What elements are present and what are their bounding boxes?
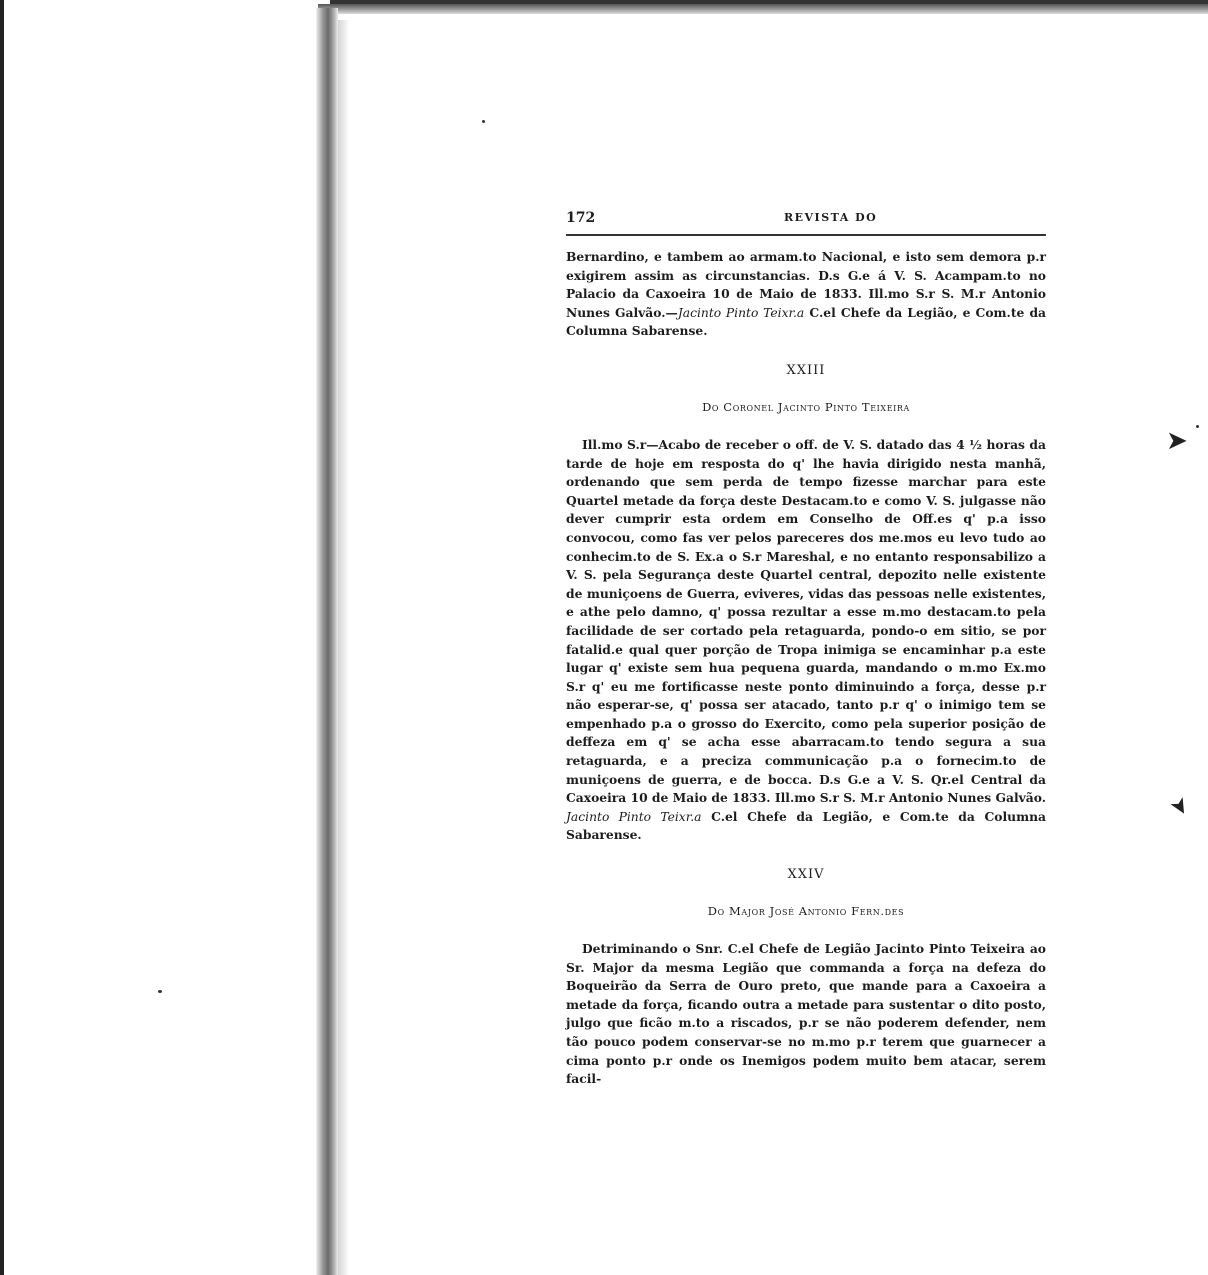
top-page-edge	[318, 4, 1208, 14]
margin-mark: ➤	[1166, 426, 1188, 456]
text-column	[566, 210, 1046, 1089]
fold-shadow	[338, 20, 348, 1275]
dust-speck	[158, 990, 162, 993]
letter-body-xxiii	[566, 436, 1046, 845]
book-spine-fold	[316, 8, 338, 1275]
letter-text-xxiii: Ill.mo S.r—Acabo de receber o off. de V. S. datado das 4 ½ horas da tarde de hoje em resposta do q' lhe havia dirigido nesta manhã, ordenando que sem perda de tempo fizesse marchar para este Quartel metade da força deste Destacam.to e como V. S. julgasse não dever cumprir esta ordem em Conselho de Off.es q' p.a isso convocou, como fas ver pelos pareceres dos me.mos eu levo tudo ao conhecim.to de S. Ex.a o S.r Mareshal, e no entanto responsabilizo a V. S. pela Segurança deste Quartel central, depozito nelle existente de muniçoens de Guerra, eviveres, vidas das pessoas nelle existentes, e athe pelo damno, q' possa rezultar a esse m.mo destacam.to pela facilidade de ser cortado pela retaguarda, pondo-o em sitio, se por fatalid.e qual quer porção de Tropa inimiga se encaminhar p.a este lugar q' existe sem hua pequena guarda, mandando o m.mo Ex.mo S.r q' eu me fortificasse neste ponto diminuindo a força, desse p.r não esperar-se, q' possa ser atacado, tanto p.r q' o inimigo tem se empenhado p.a o grosso do Exercito, como pela superior posição de deffeza em q' se acha esse abarracam.to tendo segura a sua retaguarda, e a preciza communicação p.a o fornecim.to de muniçoens de guerra, e de bocca. D.s G.e a V. S. Qr.el Central da Caxoeira 10 de Maio de 1833. Ill.mo S.r S. M.r Antonio Nunes Galvão.	[566, 436, 1046, 806]
section-numeral-xxiii: XXIII	[786, 362, 826, 378]
running-head: REVISTA DO	[784, 211, 878, 224]
intro-text: Bernardino, e tambem ao armam.to Nacional, e isto sem demora p.r exigirem assim as circunstancias. D.s G.e á V. S. Acampam.to no Palacio da Caxoeira 10 de Maio de 1833. Ill.mo S.r S. M.r Antonio Nunes Galvão.—	[566, 249, 1046, 320]
letter-body-xxiv	[566, 940, 1046, 1089]
margin-mark: ➤	[1164, 792, 1196, 821]
dust-speck	[1196, 425, 1199, 428]
section-numeral-xxiv: XXIV	[787, 867, 825, 883]
closing-xxiii: C.el Chefe da Legião, e Com.te da Columna Sabarense.	[566, 808, 1046, 843]
intro-paragraph	[566, 248, 1046, 341]
section-title-xxiv: Do Major José Antonio Fern.des	[707, 904, 905, 919]
page-header	[566, 210, 1046, 236]
letter-text-xxiv: Detriminando o Snr. C.el Chefe de Legião Jacinto Pinto Teixeira ao Sr. Major da mesma Legião que commanda a força na defeza do Boqueirão da Serra de Ouro preto, que mande para a Caxoeira a metade da força, ficando outra a metade para sustentar o dito posto, julgo que ficão m.to a riscados, p.r se não poderem defender, nem tão pouco podem conservar-se no m.mo p.r terem que guarnecer a cima ponto p.r onde os Inemigos podem muito bem atacar, serem facil-	[566, 941, 1046, 1087]
intro-signature: Jacinto Pinto Teixr.a	[677, 305, 805, 320]
dust-speck	[482, 120, 485, 123]
section-title-xxiii: Do Coronel Jacinto Pinto Teixeira	[702, 399, 910, 414]
left-scan-border	[0, 0, 4, 1275]
page-number: 172	[566, 210, 596, 226]
signature-xxiii: Jacinto Pinto Teixr.a	[566, 809, 702, 824]
intro-closing: C.el Chefe da Legião, e Com.te da Columna Sabarense.	[566, 304, 1047, 339]
